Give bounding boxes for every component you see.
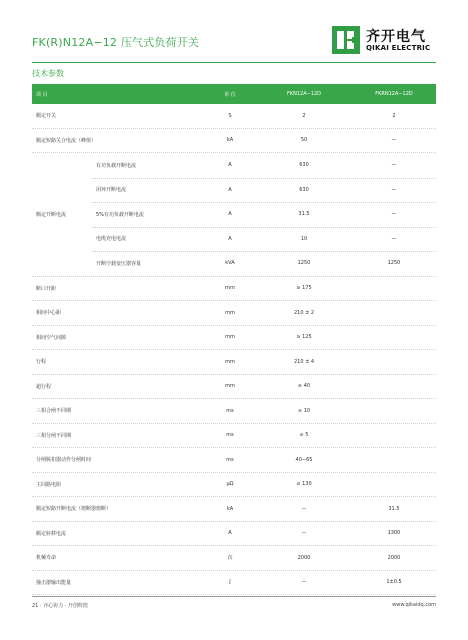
row-value-a: — (301, 530, 307, 537)
row-value-a: ≥ 175 (296, 285, 312, 292)
header-divider (32, 62, 436, 63)
row-unit: mm (225, 309, 235, 316)
row-value-b: 2 (392, 112, 396, 119)
spec-table (32, 84, 436, 595)
row-unit: kA (226, 505, 234, 512)
row-item: 断口开距 (36, 285, 57, 292)
group-subrow-unit: A (228, 162, 232, 169)
footer-slogan: 21 · 齐心协力 · 开创辉煌 (32, 603, 88, 609)
row-value-b: 31.5 (388, 505, 400, 512)
row-item: 额定短路关合电流（峰值） (36, 137, 97, 144)
row-value-a: 50 (300, 137, 308, 144)
footer-website: www.qikaidq.com (392, 602, 436, 608)
row-value-b (352, 326, 436, 350)
row-value-b: 1300 (387, 530, 401, 537)
table-header-row (32, 84, 436, 104)
row-value-a: 2000 (297, 554, 311, 561)
group-subrow-label: 有功负载开断电流 (96, 162, 137, 169)
page-title: FK(R)N12A−12 压气式负荷开关 (32, 36, 200, 49)
row-unit: A (228, 530, 232, 537)
row-item: 额定短路开断电流（熔断器熔断） (36, 506, 112, 513)
row-unit: mm (225, 358, 235, 365)
row-item: 额定转移电流 (36, 530, 67, 537)
logo-english-name: QIKAI ELECTRIC (366, 44, 431, 52)
qikai-logo-icon (332, 26, 360, 54)
row-value-b (352, 301, 436, 325)
group-subrow-label: 5%有功负载开断电流 (96, 211, 144, 218)
group-subrow-label: 开断空载变压器容量 (96, 260, 142, 267)
group-subrow-value-b: 1250 (387, 260, 401, 267)
row-item: 三相分闸不同期 (36, 432, 72, 439)
row-item: 相间中心距 (36, 310, 62, 317)
row-unit: mm (225, 334, 235, 341)
group-subrow-value-a: 10 (300, 235, 308, 242)
group-subrow-value-a: 1250 (297, 260, 311, 267)
group-subrow-label: 电缆充电电流 (96, 236, 127, 243)
row-value-a: ≤ 130 (296, 481, 312, 488)
row-unit: mm (225, 383, 235, 390)
table-row (32, 326, 436, 351)
group-subrow-value-b: — (391, 235, 397, 242)
row-item: 超行程 (36, 383, 52, 390)
row-unit: S (228, 112, 232, 119)
group-subrow-value-b: — (391, 162, 397, 169)
row-unit: 次 (227, 555, 233, 562)
group-subrow-value-a: 630 (299, 162, 309, 169)
header-unit: 单 位 (224, 91, 236, 98)
group-subrow-unit: A (228, 235, 232, 242)
row-item: 撞击器输出能量 (36, 579, 72, 586)
table-row (32, 301, 436, 326)
row-item: 相间空气间隙 (36, 334, 67, 341)
row-item: 主回路电阻 (36, 481, 62, 488)
row-value-a: ≥ 40 (297, 383, 311, 390)
row-unit: ms (226, 407, 234, 414)
table-row (32, 546, 436, 571)
row-value-b (352, 424, 436, 448)
table-row (32, 473, 436, 498)
row-item: 分闸脱扣器动作分闸时间 (36, 457, 92, 464)
row-value-b: 2000 (387, 554, 401, 561)
row-unit: mm (225, 285, 235, 292)
row-unit: μΩ (226, 481, 234, 488)
table-row (32, 399, 436, 424)
table-row (32, 571, 436, 596)
row-value-b (352, 473, 436, 497)
footer-divider (32, 596, 436, 597)
table-row (32, 375, 436, 400)
group-subrow-unit: A (228, 186, 232, 193)
table-row (32, 277, 436, 302)
row-value-b: — (391, 137, 397, 144)
header-model-a: FKN12A−12D (286, 91, 322, 97)
row-unit: J (229, 579, 231, 586)
table-body-bottom (32, 277, 436, 596)
row-value-b (352, 350, 436, 374)
row-value-a: 40−65 (295, 456, 313, 463)
row-unit: ms (226, 432, 234, 439)
row-value-a: — (301, 505, 307, 512)
row-value-a: 210 ± 2 (293, 309, 315, 316)
header-model-b: FKRN12A−12D (375, 91, 413, 97)
table-row (32, 129, 436, 154)
breaking-current-group (32, 153, 436, 277)
row-item: 行程 (36, 359, 47, 366)
header-item: 项 目 (36, 91, 48, 98)
row-item: 额定开关 (36, 113, 57, 120)
group-subrow-value-a: 31.5 (298, 211, 310, 218)
table-row (32, 497, 436, 522)
row-unit: ms (226, 456, 234, 463)
row-item: 机械寿命 (36, 555, 57, 562)
group-subrow-label: 闭环开断电流 (96, 187, 127, 194)
row-unit: kA (226, 137, 234, 144)
row-value-a: — (301, 579, 307, 586)
group-label: 额定开断电流 (36, 211, 67, 218)
group-subrow-value-b: — (391, 211, 397, 218)
group-subrow-value-a: 630 (299, 186, 309, 193)
row-value-a: ≤ 5 (299, 432, 309, 439)
brand-logo (332, 26, 440, 58)
group-subrow-value-b: — (391, 186, 397, 193)
row-item: 三相合闸不同期 (36, 408, 72, 415)
group-subrow-unit: kVA (225, 260, 235, 267)
row-value-b (352, 375, 436, 399)
row-value-b (352, 448, 436, 472)
table-row (32, 104, 436, 129)
row-value-a: 210 ± 4 (293, 358, 315, 365)
table-row (32, 424, 436, 449)
table-row (32, 350, 436, 375)
group-subrow-unit: A (228, 211, 232, 218)
table-row (32, 522, 436, 547)
row-value-b (352, 399, 436, 423)
row-value-b (352, 277, 436, 301)
row-value-a: ≥ 125 (296, 334, 312, 341)
row-value-b: 1±0.5 (386, 579, 402, 586)
row-value-a: ≤ 10 (297, 407, 311, 414)
row-value-a: 2 (302, 112, 306, 119)
section-title: 技术参数 (32, 69, 64, 78)
logo-chinese-name: 齐开电气 (366, 29, 426, 45)
table-row (32, 448, 436, 473)
